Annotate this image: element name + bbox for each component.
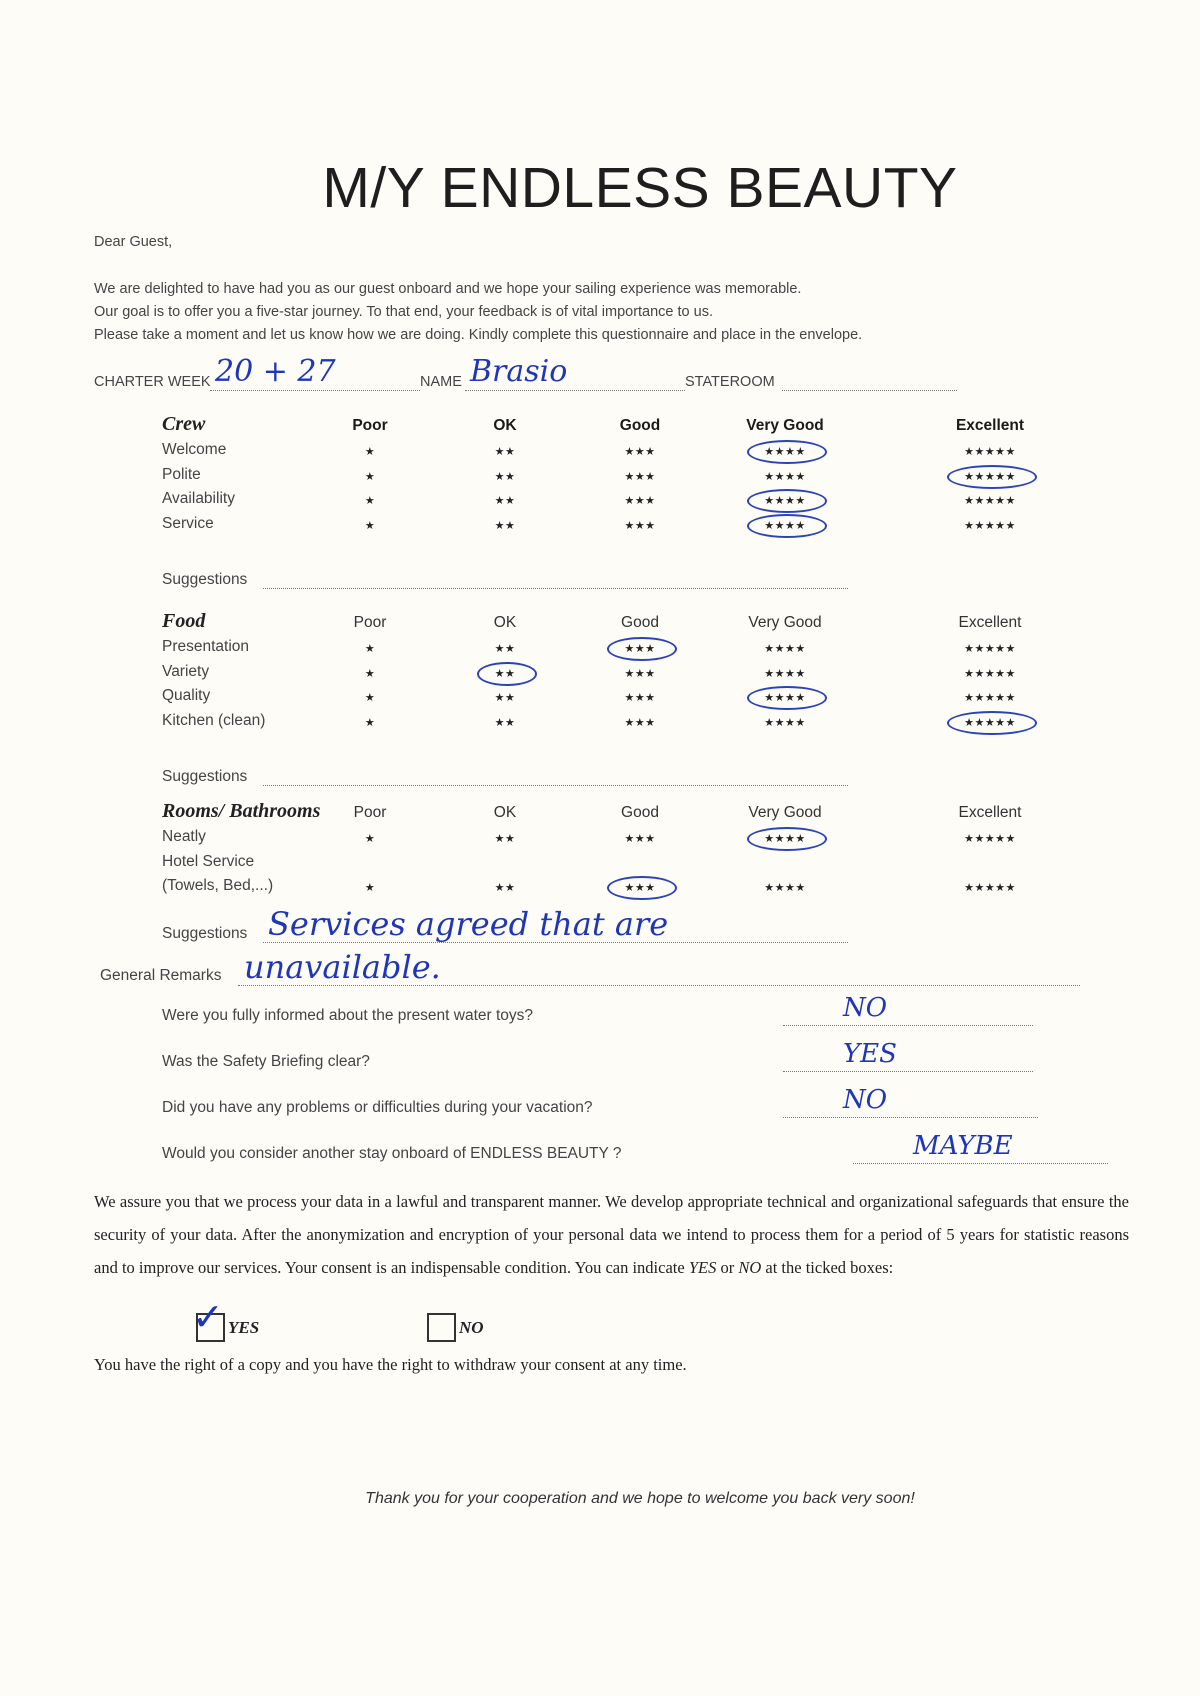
rating-option[interactable]: ★★★★: [764, 692, 806, 704]
charter-week-line: [210, 390, 420, 391]
section-title: Food: [162, 610, 206, 632]
rating-option[interactable]: ★: [364, 495, 376, 507]
consent-yes-label: YES: [228, 1318, 260, 1337]
rights-text: You have the right of a copy and you have the right to withdraw your consent at any time.: [94, 1355, 687, 1374]
name-field[interactable]: Brasio: [470, 354, 568, 389]
selected-rating-circle: [947, 711, 1037, 735]
column-header: OK: [493, 614, 517, 631]
rating-option[interactable]: ★★★★: [764, 667, 806, 680]
page-title: M/Y ENDLESS BEAUTY: [322, 156, 958, 220]
answer-field[interactable]: NO: [843, 1085, 888, 1115]
answer-line: [783, 1117, 1038, 1118]
rating-option[interactable]: ★★: [494, 716, 516, 729]
selected-rating-circle: [747, 827, 827, 851]
column-header: Excellent: [958, 614, 1022, 631]
rating-row-label: Quality: [162, 687, 211, 704]
selected-rating-circle: [747, 440, 827, 464]
charter-week-field[interactable]: 20 + 27: [215, 354, 336, 389]
rating-row-label: Hotel Service: [162, 852, 255, 870]
rating-option[interactable]: ★★: [494, 470, 516, 483]
suggestions-field[interactable]: Services agreed that are: [268, 905, 669, 943]
rating-option[interactable]: ★★★★: [764, 716, 806, 729]
column-header: OK: [493, 417, 517, 434]
general-remarks-field[interactable]: unavailable.: [244, 948, 441, 986]
suggestions-line: [263, 785, 848, 786]
intro-line-1: We are delighted to have had you as our guest onboard and we hope your sailing experience was memorable.: [94, 281, 802, 297]
intro-line-3: Please take a moment and let us know how we are doing. Kindly complete this questionnaire and place in the envelope.: [94, 327, 863, 343]
rating-option[interactable]: ★★★★★: [964, 692, 1016, 704]
rating-option[interactable]: ★★★: [624, 643, 656, 655]
rating-option[interactable]: ★★★: [624, 716, 656, 729]
rating-option[interactable]: ★★: [494, 882, 516, 894]
check-mark-icon: ✓: [192, 1295, 224, 1339]
rating-option[interactable]: ★★★: [624, 495, 656, 507]
rating-option[interactable]: ★★★★: [764, 495, 806, 507]
stateroom-field[interactable]: [782, 390, 957, 391]
question-text: Did you have any problems or difficulties during your vacation?: [162, 1099, 593, 1116]
rating-option[interactable]: ★★★: [624, 667, 656, 680]
selected-rating-circle: [747, 489, 827, 513]
selected-rating-circle: [747, 686, 827, 710]
rating-row-label: Presentation: [162, 638, 250, 655]
intro-line-2: Our goal is to offer you a five-star journey. To that end, your feedback is of vital importance to us.: [94, 304, 713, 320]
column-header: Excellent: [955, 417, 1025, 434]
answer-line: [783, 1071, 1033, 1072]
consent-or-word: or: [716, 1258, 739, 1277]
selected-rating-circle: [477, 662, 537, 686]
rating-row-label: Neatly: [162, 828, 206, 845]
rating-option[interactable]: ★★★★★: [964, 833, 1016, 845]
section-title: Rooms/ Bathrooms: [162, 800, 321, 822]
suggestions-line: [263, 588, 848, 589]
selected-rating-circle: [947, 465, 1037, 489]
rating-option[interactable]: ★★★★★: [964, 882, 1016, 894]
rating-option[interactable]: ★: [364, 833, 376, 845]
rating-option[interactable]: ★: [364, 716, 376, 729]
answer-field[interactable]: MAYBE: [913, 1131, 1013, 1161]
section-title: Crew: [162, 413, 206, 435]
answer-field[interactable]: YES: [843, 1039, 897, 1069]
column-header: Poor: [352, 417, 388, 434]
rating-option[interactable]: ★★★★★: [964, 470, 1016, 483]
rating-option[interactable]: ★★★: [624, 692, 656, 704]
rating-option[interactable]: ★★: [494, 667, 516, 680]
rating-option[interactable]: ★★★: [624, 882, 656, 894]
rating-option[interactable]: ★: [364, 667, 376, 680]
rating-option[interactable]: ★★★: [624, 470, 656, 483]
rating-option[interactable]: ★: [364, 692, 376, 704]
rating-option[interactable]: ★★★★★: [964, 519, 1016, 532]
rating-option[interactable]: ★: [364, 643, 376, 655]
column-header: OK: [493, 804, 517, 821]
name-label: NAME: [420, 374, 462, 390]
charter-week-label: CHARTER WEEK: [94, 374, 211, 390]
answer-line: [783, 1025, 1033, 1026]
footer-thanks: Thank you for your cooperation and we hope to welcome you back very soon!: [365, 1490, 915, 1507]
rating-option[interactable]: ★★★★★: [964, 667, 1016, 680]
rating-option[interactable]: ★★★★★: [964, 446, 1016, 458]
rating-option[interactable]: ★★: [494, 495, 516, 507]
rating-option[interactable]: ★★: [494, 643, 516, 655]
column-header: Good: [621, 804, 659, 821]
rating-row-label: Welcome: [162, 441, 227, 458]
name-line: [465, 390, 685, 391]
rating-row-label: (Towels, Bed,...): [162, 877, 274, 894]
consent-yes-word: YES: [688, 1258, 717, 1277]
consent-no-label: NO: [459, 1318, 484, 1337]
rating-option[interactable]: ★★★★★: [964, 716, 1016, 729]
rating-row-label: Kitchen (clean): [162, 711, 266, 729]
rating-option[interactable]: ★★★★: [764, 446, 806, 458]
rating-option[interactable]: ★★: [494, 446, 516, 458]
rating-row-label: Variety: [162, 662, 210, 680]
consent-no-word: NO: [738, 1258, 762, 1277]
answer-field[interactable]: NO: [843, 993, 888, 1023]
question-text: Were you fully informed about the present water toys?: [162, 1007, 534, 1024]
rating-option[interactable]: ★★★★: [764, 643, 806, 655]
selected-rating-circle: [747, 514, 827, 538]
rating-option[interactable]: ★★★: [624, 833, 656, 845]
column-header: Very Good: [748, 614, 822, 631]
suggestions-label: Suggestions: [162, 768, 248, 785]
rating-option[interactable]: ★★: [494, 833, 516, 845]
column-header: Very Good: [746, 417, 824, 434]
answer-line: [853, 1163, 1108, 1164]
column-header: Poor: [353, 614, 387, 631]
consent-tail: at the ticked boxes:: [761, 1258, 894, 1277]
suggestions-label: Suggestions: [162, 571, 248, 588]
rating-option[interactable]: ★★★★: [764, 519, 806, 532]
rating-option[interactable]: ★: [364, 882, 376, 894]
general-remarks-label: General Remarks: [100, 967, 222, 984]
rating-option[interactable]: ★: [364, 470, 376, 483]
selected-rating-circle: [607, 876, 677, 900]
rating-option[interactable]: ★★★★: [764, 470, 806, 483]
rating-row-label: Availability: [162, 490, 235, 507]
rating-row-label: Service: [162, 514, 214, 532]
column-header: Poor: [353, 804, 387, 821]
data-consent-text: [94, 1185, 1129, 1284]
column-header: Good: [621, 614, 659, 631]
rating-option[interactable]: ★★★: [624, 519, 656, 532]
question-text: Would you consider another stay onboard of ENDLESS BEAUTY ?: [162, 1145, 622, 1162]
question-text: Was the Safety Briefing clear?: [162, 1053, 370, 1070]
rating-option[interactable]: ★★: [494, 692, 516, 704]
suggestions-label: Suggestions: [162, 925, 248, 942]
selected-rating-circle: [607, 637, 677, 661]
column-header: Excellent: [958, 804, 1022, 821]
column-header: Good: [619, 417, 661, 434]
rating-option[interactable]: ★★★★: [764, 882, 806, 894]
rating-option[interactable]: ★: [364, 519, 376, 532]
rating-row-label: Polite: [162, 465, 201, 483]
consent-paragraph: We assure you that we process your data in a lawful and transparent manner. We develop appropriate technical and organizational safeguards that ensure the security of your data. After the anonymization and encryption of your personal data we intend to process them for a period of 5 years for statistic reasons and to improve our services. Your consent is an indispensable condition. You can indicate: [94, 1192, 1129, 1277]
rating-option[interactable]: ★: [364, 446, 376, 458]
rating-option[interactable]: ★★★: [624, 446, 656, 458]
greeting: Dear Guest,: [94, 234, 173, 250]
consent-no-checkbox[interactable]: [427, 1313, 456, 1342]
rating-option[interactable]: ★★: [494, 519, 516, 532]
column-header: Very Good: [748, 804, 822, 821]
rating-option[interactable]: ★★★★★: [964, 495, 1016, 507]
rating-option[interactable]: ★★★★★: [964, 643, 1016, 655]
rating-option[interactable]: ★★★★: [764, 833, 806, 845]
stateroom-label: STATEROOM: [685, 374, 775, 390]
